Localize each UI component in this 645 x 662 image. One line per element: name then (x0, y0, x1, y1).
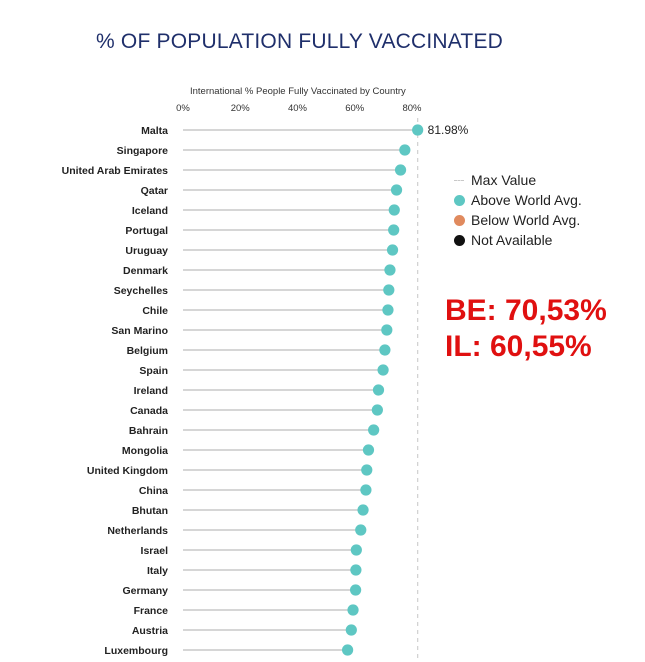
category-label: Portugal (125, 225, 168, 237)
lollipop-dot (350, 584, 361, 595)
x-tick-label: 0% (176, 103, 190, 114)
chart-subtitle: International % People Fully Vaccinated by Country (190, 86, 406, 97)
category-label: Mongolia (121, 445, 168, 457)
category-label: Belgium (126, 345, 168, 357)
category-label: Ireland (133, 385, 168, 397)
category-label: Denmark (123, 265, 168, 277)
category-label: Luxembourg (104, 645, 168, 657)
lollipop-dot (381, 324, 392, 335)
lollipop-dot (347, 604, 358, 615)
x-tick-label: 60% (345, 103, 365, 114)
category-label: Qatar (140, 185, 168, 197)
category-label: Germany (122, 585, 168, 597)
category-label: Italy (146, 565, 168, 577)
category-label: United Kingdom (86, 465, 168, 477)
legend-label: Max Value (471, 172, 537, 188)
max-value-label: 81.98% (427, 123, 469, 137)
lollipop-dot (361, 464, 372, 475)
orange-dot-icon (452, 215, 466, 226)
category-label: Bhutan (131, 505, 168, 517)
lollipop-dot (368, 424, 379, 435)
lollipop-dot (350, 564, 361, 575)
max-value-dash-icon (452, 180, 466, 181)
category-label: Canada (130, 405, 168, 417)
category-label: Bahrain (128, 425, 168, 437)
lollipop-dot (412, 124, 423, 135)
black-dot-icon (452, 235, 466, 246)
legend-item-above (452, 190, 582, 210)
category-label: Uruguay (125, 245, 168, 257)
category-label: San Marino (111, 325, 168, 337)
belgium-callout: BE: 70,53% (445, 294, 607, 327)
lollipop-dot (377, 364, 388, 375)
category-label: France (133, 605, 168, 617)
lollipop-dot (351, 544, 362, 555)
legend (452, 170, 582, 250)
category-label: China (138, 485, 168, 497)
category-label: Spain (139, 365, 168, 377)
legend-item-max-value (452, 170, 582, 190)
legend-label: Below World Avg. (471, 212, 581, 228)
lollipop-dot (384, 264, 395, 275)
legend-label: Above World Avg. (471, 192, 582, 208)
lollipop-dot (372, 404, 383, 415)
lollipop-dot (391, 184, 402, 195)
legend-item-not-available (452, 230, 582, 250)
lollipop-dot (387, 244, 398, 255)
category-label: Iceland (131, 205, 168, 217)
category-label: Seychelles (113, 285, 168, 297)
category-label: Austria (131, 625, 168, 637)
x-tick-label: 80% (402, 103, 422, 114)
category-label: Malta (141, 125, 168, 137)
category-label: Chile (142, 305, 168, 317)
lollipop-dot (363, 444, 374, 455)
lollipop-dot (389, 204, 400, 215)
legend-item-below (452, 210, 582, 230)
lollipop-dot (373, 384, 384, 395)
lollipop-dot (342, 644, 353, 655)
page-title: % OF POPULATION FULLY VACCINATED (96, 30, 504, 53)
teal-dot-icon (452, 195, 466, 206)
lollipop-dot (379, 344, 390, 355)
israel-callout: IL: 60,55% (445, 330, 592, 363)
x-tick-label: 40% (287, 103, 308, 114)
lollipop-dot (357, 504, 368, 515)
category-label: Netherlands (107, 525, 168, 537)
lollipop-dot (346, 624, 357, 635)
lollipop-dot (360, 484, 371, 495)
x-tick-label: 20% (230, 103, 250, 114)
lollipop-dot (399, 144, 410, 155)
lollipop-dot (382, 304, 393, 315)
category-label: Israel (140, 545, 168, 557)
lollipop-dot (355, 524, 366, 535)
category-label: United Arab Emirates (61, 165, 168, 177)
lollipop-dot (383, 284, 394, 295)
legend-label: Not Available (471, 232, 553, 248)
lollipop-dot (395, 164, 406, 175)
category-label: Singapore (116, 145, 168, 157)
lollipop-dot (388, 224, 399, 235)
